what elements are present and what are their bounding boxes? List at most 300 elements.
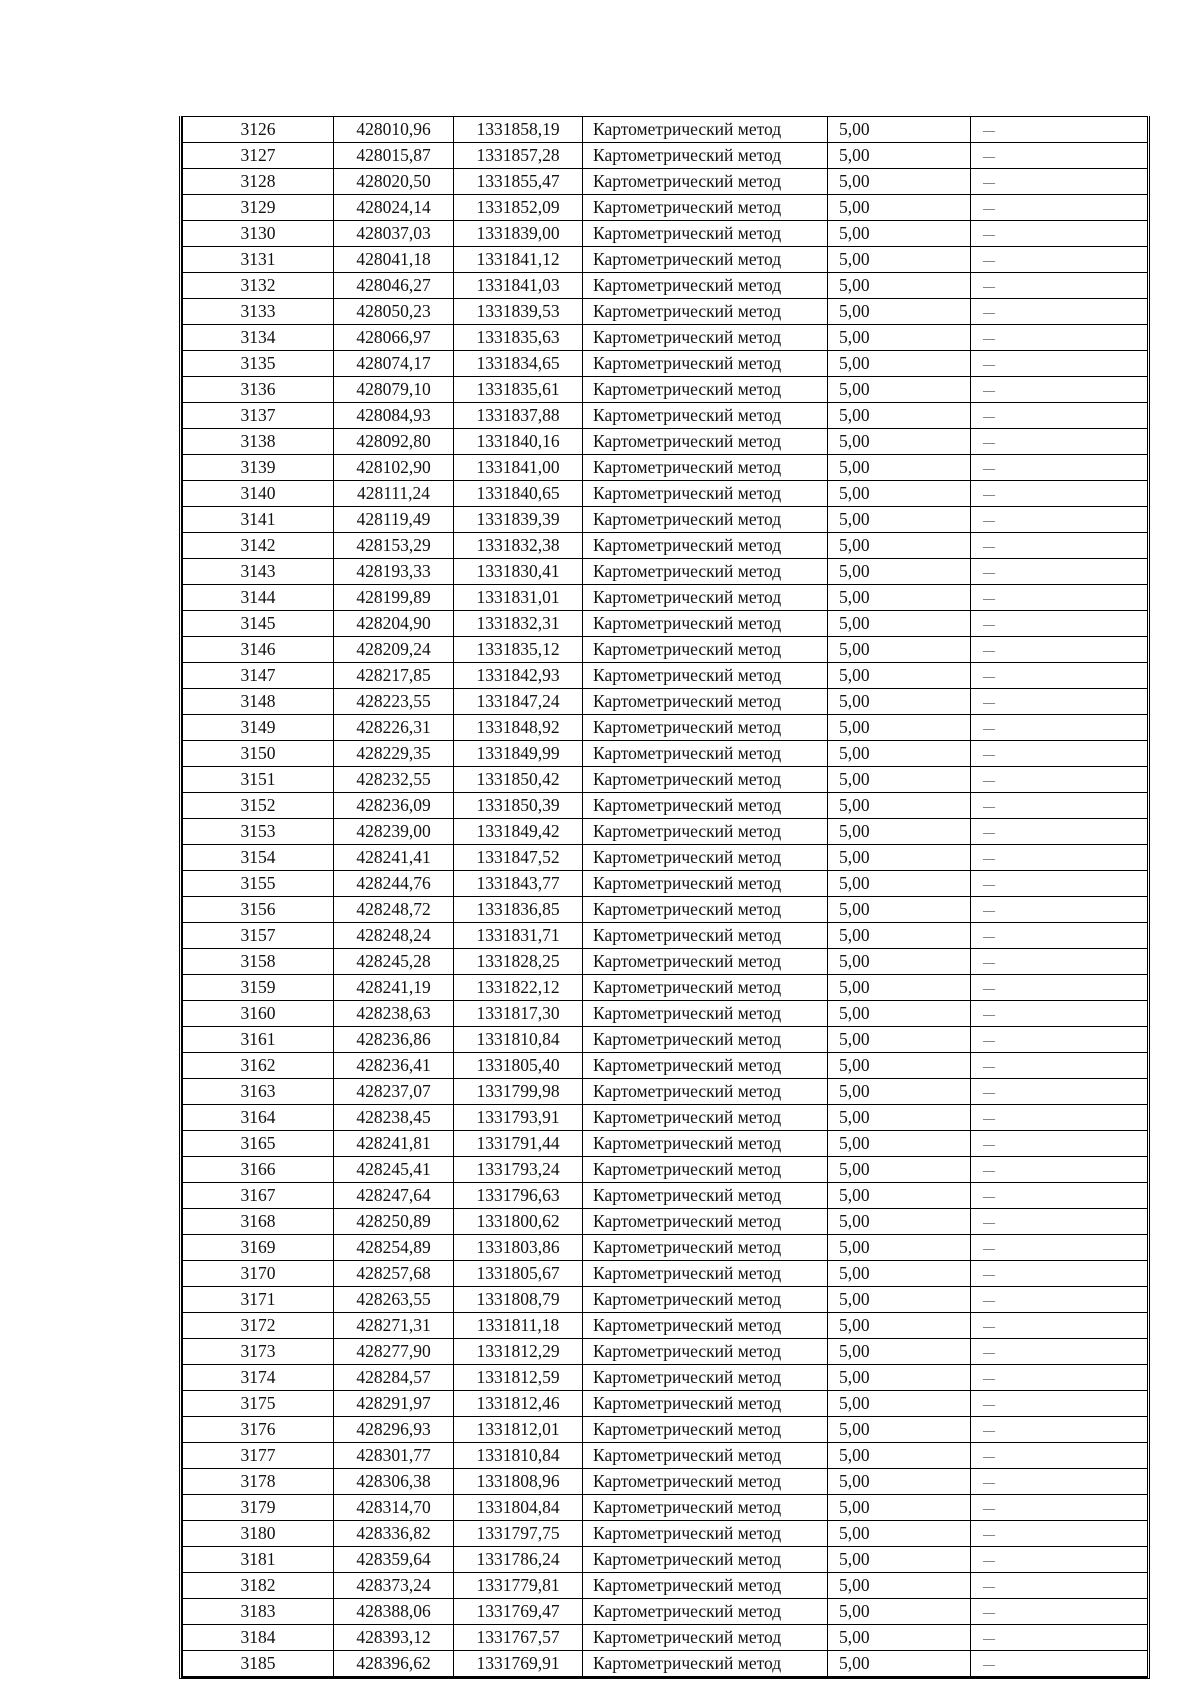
point-number-cell: 3139	[183, 455, 334, 481]
method-cell: Картометрический метод	[583, 533, 828, 559]
description-dash: —	[983, 149, 995, 163]
coordinate-y-cell: 1331831,71	[454, 923, 583, 949]
accuracy-cell: 5,00	[828, 351, 971, 377]
coordinate-x-cell: 428015,87	[334, 143, 454, 169]
coordinate-x-cell: 428037,03	[334, 221, 454, 247]
coordinate-y-cell: 1331847,24	[454, 689, 583, 715]
description-dash: —	[983, 799, 995, 813]
coordinate-y-cell: 1331805,67	[454, 1261, 583, 1287]
method-cell: Картометрический метод	[583, 949, 828, 975]
accuracy-cell: 5,00	[828, 1131, 971, 1157]
description-dash: —	[983, 1033, 995, 1047]
description-cell	[971, 1391, 1148, 1417]
coordinate-y-cell: 1331803,86	[454, 1235, 583, 1261]
table-row	[183, 767, 1148, 793]
coordinate-y-cell: 1331832,31	[454, 611, 583, 637]
point-number-cell: 3177	[183, 1443, 334, 1469]
coordinate-x-cell: 428193,33	[334, 559, 454, 585]
coordinate-x-cell: 428254,89	[334, 1235, 454, 1261]
method-cell: Картометрический метод	[583, 143, 828, 169]
description-cell	[971, 845, 1148, 871]
point-number-cell: 3178	[183, 1469, 334, 1495]
description-cell	[971, 1001, 1148, 1027]
table-row	[183, 897, 1148, 923]
method-cell: Картометрический метод	[583, 611, 828, 637]
coordinate-x-cell: 428199,89	[334, 585, 454, 611]
table-row	[183, 1157, 1148, 1183]
point-number-cell: 3151	[183, 767, 334, 793]
table-row	[183, 1287, 1148, 1313]
coordinate-y-cell: 1331800,62	[454, 1209, 583, 1235]
description-dash: —	[983, 357, 995, 371]
table-row	[183, 689, 1148, 715]
method-cell: Картометрический метод	[583, 377, 828, 403]
point-number-cell: 3163	[183, 1079, 334, 1105]
coordinate-x-cell: 428232,55	[334, 767, 454, 793]
coordinate-x-cell: 428271,31	[334, 1313, 454, 1339]
accuracy-cell: 5,00	[828, 819, 971, 845]
accuracy-cell: 5,00	[828, 1313, 971, 1339]
method-cell: Картометрический метод	[583, 637, 828, 663]
point-number-cell: 3160	[183, 1001, 334, 1027]
coordinate-y-cell: 1331779,81	[454, 1573, 583, 1599]
accuracy-cell: 5,00	[828, 1521, 971, 1547]
description-dash: —	[983, 955, 995, 969]
point-number-cell: 3144	[183, 585, 334, 611]
accuracy-cell: 5,00	[828, 403, 971, 429]
table-row	[183, 1365, 1148, 1391]
description-cell	[971, 1443, 1148, 1469]
description-dash: —	[983, 903, 995, 917]
method-cell: Картометрический метод	[583, 507, 828, 533]
accuracy-cell: 5,00	[828, 247, 971, 273]
description-cell	[971, 507, 1148, 533]
description-dash: —	[983, 695, 995, 709]
table-row	[183, 1079, 1148, 1105]
description-dash: —	[983, 409, 995, 423]
coordinate-y-cell: 1331834,65	[454, 351, 583, 377]
description-dash: —	[983, 1605, 995, 1619]
point-number-cell: 3137	[183, 403, 334, 429]
point-number-cell: 3180	[183, 1521, 334, 1547]
point-number-cell: 3147	[183, 663, 334, 689]
accuracy-cell: 5,00	[828, 1365, 971, 1391]
method-cell: Картометрический метод	[583, 1027, 828, 1053]
description-dash: —	[983, 1345, 995, 1359]
accuracy-cell: 5,00	[828, 533, 971, 559]
coordinate-y-cell: 1331796,63	[454, 1183, 583, 1209]
table-row	[183, 1183, 1148, 1209]
coordinate-x-cell: 428248,72	[334, 897, 454, 923]
method-cell: Картометрический метод	[583, 1053, 828, 1079]
table-row	[183, 637, 1148, 663]
coordinates-table	[182, 116, 1148, 1677]
description-dash: —	[983, 825, 995, 839]
description-cell	[971, 247, 1148, 273]
coordinate-x-cell: 428236,41	[334, 1053, 454, 1079]
description-cell	[971, 1131, 1148, 1157]
coordinate-x-cell: 428301,77	[334, 1443, 454, 1469]
description-dash: —	[983, 929, 995, 943]
coordinate-y-cell: 1331808,96	[454, 1469, 583, 1495]
description-dash: —	[983, 487, 995, 501]
coordinate-y-cell: 1331855,47	[454, 169, 583, 195]
point-number-cell: 3142	[183, 533, 334, 559]
description-cell	[971, 715, 1148, 741]
description-cell	[971, 1235, 1148, 1261]
table-row	[183, 533, 1148, 559]
description-dash: —	[983, 1475, 995, 1489]
method-cell: Картометрический метод	[583, 325, 828, 351]
coordinate-x-cell: 428084,93	[334, 403, 454, 429]
description-cell	[971, 975, 1148, 1001]
coordinate-y-cell: 1331842,93	[454, 663, 583, 689]
coordinate-x-cell: 428336,82	[334, 1521, 454, 1547]
coordinate-x-cell: 428229,35	[334, 741, 454, 767]
table-row	[183, 117, 1148, 143]
method-cell: Картометрический метод	[583, 195, 828, 221]
coordinate-x-cell: 428244,76	[334, 871, 454, 897]
description-cell	[971, 403, 1148, 429]
point-number-cell: 3149	[183, 715, 334, 741]
description-dash: —	[983, 981, 995, 995]
description-dash: —	[983, 851, 995, 865]
method-cell: Картометрический метод	[583, 1157, 828, 1183]
table-row	[183, 1027, 1148, 1053]
description-dash: —	[983, 461, 995, 475]
accuracy-cell: 5,00	[828, 975, 971, 1001]
description-dash: —	[983, 305, 995, 319]
description-dash: —	[983, 435, 995, 449]
coordinate-x-cell: 428314,70	[334, 1495, 454, 1521]
table-row	[183, 195, 1148, 221]
method-cell: Картометрический метод	[583, 1131, 828, 1157]
table-row	[183, 585, 1148, 611]
accuracy-cell: 5,00	[828, 1339, 971, 1365]
accuracy-cell: 5,00	[828, 1027, 971, 1053]
point-number-cell: 3130	[183, 221, 334, 247]
coordinate-x-cell: 428226,31	[334, 715, 454, 741]
coordinate-y-cell: 1331810,84	[454, 1027, 583, 1053]
description-dash: —	[983, 721, 995, 735]
description-dash: —	[983, 1007, 995, 1021]
description-dash: —	[983, 279, 995, 293]
description-cell	[971, 1027, 1148, 1053]
coordinate-y-cell: 1331852,09	[454, 195, 583, 221]
description-dash: —	[983, 591, 995, 605]
coordinate-y-cell: 1331812,01	[454, 1417, 583, 1443]
coordinate-y-cell: 1331840,65	[454, 481, 583, 507]
description-cell	[971, 949, 1148, 975]
description-dash: —	[983, 565, 995, 579]
method-cell: Картометрический метод	[583, 1521, 828, 1547]
coordinate-x-cell: 428237,07	[334, 1079, 454, 1105]
point-number-cell: 3131	[183, 247, 334, 273]
accuracy-cell: 5,00	[828, 1391, 971, 1417]
table-row	[183, 1651, 1148, 1677]
coordinate-y-cell: 1331857,28	[454, 143, 583, 169]
coordinate-x-cell: 428359,64	[334, 1547, 454, 1573]
method-cell: Картометрический метод	[583, 559, 828, 585]
method-cell: Картометрический метод	[583, 793, 828, 819]
accuracy-cell: 5,00	[828, 1651, 971, 1677]
table-row	[183, 351, 1148, 377]
description-cell	[971, 1053, 1148, 1079]
coordinate-y-cell: 1331837,88	[454, 403, 583, 429]
method-cell: Картометрический метод	[583, 585, 828, 611]
table-row	[183, 1599, 1148, 1625]
description-dash: —	[983, 1501, 995, 1515]
point-number-cell: 3150	[183, 741, 334, 767]
description-dash: —	[983, 747, 995, 761]
method-cell: Картометрический метод	[583, 1625, 828, 1651]
method-cell: Картометрический метод	[583, 1365, 828, 1391]
point-number-cell: 3133	[183, 299, 334, 325]
description-cell	[971, 1651, 1148, 1677]
accuracy-cell: 5,00	[828, 1079, 971, 1105]
coordinate-x-cell: 428209,24	[334, 637, 454, 663]
method-cell: Картометрический метод	[583, 871, 828, 897]
table-row	[183, 1131, 1148, 1157]
description-cell	[971, 559, 1148, 585]
method-cell: Картометрический метод	[583, 767, 828, 793]
coordinate-x-cell: 428074,17	[334, 351, 454, 377]
description-dash: —	[983, 1423, 995, 1437]
table-row	[183, 559, 1148, 585]
point-number-cell: 3126	[183, 117, 334, 143]
table-row	[183, 1443, 1148, 1469]
method-cell: Картометрический метод	[583, 221, 828, 247]
accuracy-cell: 5,00	[828, 1261, 971, 1287]
point-number-cell: 3132	[183, 273, 334, 299]
description-dash: —	[983, 513, 995, 527]
accuracy-cell: 5,00	[828, 559, 971, 585]
point-number-cell: 3184	[183, 1625, 334, 1651]
description-dash: —	[983, 383, 995, 397]
table-row	[183, 871, 1148, 897]
coordinate-x-cell: 428241,81	[334, 1131, 454, 1157]
coordinate-x-cell: 428217,85	[334, 663, 454, 689]
accuracy-cell: 5,00	[828, 585, 971, 611]
point-number-cell: 3146	[183, 637, 334, 663]
description-cell	[971, 377, 1148, 403]
description-cell	[971, 585, 1148, 611]
accuracy-cell: 5,00	[828, 429, 971, 455]
point-number-cell: 3183	[183, 1599, 334, 1625]
point-number-cell: 3175	[183, 1391, 334, 1417]
description-cell	[971, 1079, 1148, 1105]
method-cell: Картометрический метод	[583, 897, 828, 923]
description-cell	[971, 117, 1148, 143]
accuracy-cell: 5,00	[828, 1053, 971, 1079]
description-cell	[971, 143, 1148, 169]
coordinate-x-cell: 428393,12	[334, 1625, 454, 1651]
description-cell	[971, 871, 1148, 897]
method-cell: Картометрический метод	[583, 1287, 828, 1313]
description-dash: —	[983, 1579, 995, 1593]
table-row	[183, 377, 1148, 403]
description-cell	[971, 637, 1148, 663]
point-number-cell: 3140	[183, 481, 334, 507]
method-cell: Картометрический метод	[583, 819, 828, 845]
coordinate-x-cell: 428238,63	[334, 1001, 454, 1027]
point-number-cell: 3185	[183, 1651, 334, 1677]
coordinate-y-cell: 1331847,52	[454, 845, 583, 871]
coordinate-y-cell: 1331769,47	[454, 1599, 583, 1625]
method-cell: Картометрический метод	[583, 117, 828, 143]
coordinate-y-cell: 1331843,77	[454, 871, 583, 897]
coordinate-y-cell: 1331836,85	[454, 897, 583, 923]
accuracy-cell: 5,00	[828, 1573, 971, 1599]
description-cell	[971, 1365, 1148, 1391]
description-cell	[971, 1573, 1148, 1599]
accuracy-cell: 5,00	[828, 897, 971, 923]
coordinate-y-cell: 1331841,12	[454, 247, 583, 273]
method-cell: Картометрический метод	[583, 429, 828, 455]
description-cell	[971, 1313, 1148, 1339]
coordinate-y-cell: 1331849,42	[454, 819, 583, 845]
coordinate-y-cell: 1331841,03	[454, 273, 583, 299]
coordinate-x-cell: 428241,19	[334, 975, 454, 1001]
table-row	[183, 1313, 1148, 1339]
description-dash: —	[983, 331, 995, 345]
coordinate-y-cell: 1331848,92	[454, 715, 583, 741]
point-number-cell: 3173	[183, 1339, 334, 1365]
accuracy-cell: 5,00	[828, 1495, 971, 1521]
description-cell	[971, 1105, 1148, 1131]
description-cell	[971, 793, 1148, 819]
method-cell: Картометрический метод	[583, 1105, 828, 1131]
coordinate-x-cell: 428238,45	[334, 1105, 454, 1131]
table-row	[183, 819, 1148, 845]
coordinate-y-cell: 1331850,39	[454, 793, 583, 819]
description-dash: —	[983, 539, 995, 553]
method-cell: Картометрический метод	[583, 1391, 828, 1417]
coordinate-y-cell: 1331858,19	[454, 117, 583, 143]
method-cell: Картометрический метод	[583, 273, 828, 299]
point-number-cell: 3167	[183, 1183, 334, 1209]
table-row	[183, 1053, 1148, 1079]
description-dash: —	[983, 175, 995, 189]
coordinate-y-cell: 1331839,00	[454, 221, 583, 247]
description-cell	[971, 221, 1148, 247]
method-cell: Картометрический метод	[583, 351, 828, 377]
accuracy-cell: 5,00	[828, 507, 971, 533]
coordinate-y-cell: 1331812,46	[454, 1391, 583, 1417]
accuracy-cell: 5,00	[828, 715, 971, 741]
method-cell: Картометрический метод	[583, 1469, 828, 1495]
method-cell: Картометрический метод	[583, 1339, 828, 1365]
description-dash: —	[983, 1163, 995, 1177]
point-number-cell: 3153	[183, 819, 334, 845]
accuracy-cell: 5,00	[828, 117, 971, 143]
accuracy-cell: 5,00	[828, 1443, 971, 1469]
coordinate-y-cell: 1331839,53	[454, 299, 583, 325]
method-cell: Картометрический метод	[583, 1209, 828, 1235]
description-cell	[971, 169, 1148, 195]
coordinate-y-cell: 1331831,01	[454, 585, 583, 611]
point-number-cell: 3162	[183, 1053, 334, 1079]
description-dash: —	[983, 1553, 995, 1567]
coordinates-table-body	[183, 117, 1148, 1677]
point-number-cell: 3181	[183, 1547, 334, 1573]
description-dash: —	[983, 1371, 995, 1385]
point-number-cell: 3127	[183, 143, 334, 169]
method-cell: Картометрический метод	[583, 1261, 828, 1287]
point-number-cell: 3155	[183, 871, 334, 897]
coordinate-y-cell: 1331793,91	[454, 1105, 583, 1131]
coordinate-y-cell: 1331850,42	[454, 767, 583, 793]
method-cell: Картометрический метод	[583, 715, 828, 741]
coordinate-y-cell: 1331786,24	[454, 1547, 583, 1573]
coordinate-x-cell: 428020,50	[334, 169, 454, 195]
coordinate-y-cell: 1331804,84	[454, 1495, 583, 1521]
description-cell	[971, 533, 1148, 559]
coordinate-x-cell: 428153,29	[334, 533, 454, 559]
point-number-cell: 3128	[183, 169, 334, 195]
accuracy-cell: 5,00	[828, 195, 971, 221]
method-cell: Картометрический метод	[583, 1651, 828, 1677]
accuracy-cell: 5,00	[828, 221, 971, 247]
point-number-cell: 3154	[183, 845, 334, 871]
table-row	[183, 1573, 1148, 1599]
table-row	[183, 845, 1148, 871]
coordinate-y-cell: 1331828,25	[454, 949, 583, 975]
description-cell	[971, 1599, 1148, 1625]
point-number-cell: 3143	[183, 559, 334, 585]
description-dash: —	[983, 877, 995, 891]
accuracy-cell: 5,00	[828, 299, 971, 325]
method-cell: Картометрический метод	[583, 1599, 828, 1625]
table-row	[183, 455, 1148, 481]
description-dash: —	[983, 201, 995, 215]
table-row	[183, 507, 1148, 533]
accuracy-cell: 5,00	[828, 1417, 971, 1443]
coordinate-x-cell: 428306,38	[334, 1469, 454, 1495]
coordinate-x-cell: 428119,49	[334, 507, 454, 533]
coordinate-x-cell: 428257,68	[334, 1261, 454, 1287]
coordinate-x-cell: 428204,90	[334, 611, 454, 637]
coordinate-x-cell: 428296,93	[334, 1417, 454, 1443]
coordinate-x-cell: 428250,89	[334, 1209, 454, 1235]
table-row	[183, 1391, 1148, 1417]
coordinate-y-cell: 1331808,79	[454, 1287, 583, 1313]
point-number-cell: 3172	[183, 1313, 334, 1339]
coordinate-y-cell: 1331793,24	[454, 1157, 583, 1183]
point-number-cell: 3165	[183, 1131, 334, 1157]
coordinate-x-cell: 428373,24	[334, 1573, 454, 1599]
method-cell: Картометрический метод	[583, 1547, 828, 1573]
table-row	[183, 1339, 1148, 1365]
description-cell	[971, 1417, 1148, 1443]
accuracy-cell: 5,00	[828, 325, 971, 351]
description-cell	[971, 1469, 1148, 1495]
table-row	[183, 1235, 1148, 1261]
coordinate-y-cell: 1331812,59	[454, 1365, 583, 1391]
coordinate-x-cell: 428277,90	[334, 1339, 454, 1365]
description-cell	[971, 1339, 1148, 1365]
accuracy-cell: 5,00	[828, 871, 971, 897]
method-cell: Картометрический метод	[583, 455, 828, 481]
point-number-cell: 3145	[183, 611, 334, 637]
accuracy-cell: 5,00	[828, 455, 971, 481]
description-cell	[971, 1547, 1148, 1573]
method-cell: Картометрический метод	[583, 741, 828, 767]
method-cell: Картометрический метод	[583, 299, 828, 325]
description-dash: —	[983, 1319, 995, 1333]
method-cell: Картометрический метод	[583, 1235, 828, 1261]
point-number-cell: 3156	[183, 897, 334, 923]
